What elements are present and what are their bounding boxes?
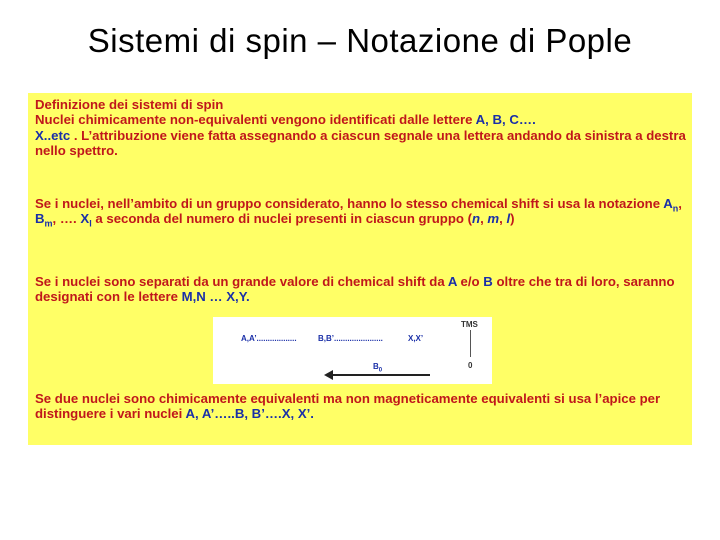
var-l: l [506,211,511,227]
notation-text-2: a seconda del numero di nuclei presenti in ciascun gruppo ( [91,211,473,227]
comma-1: , [480,211,488,227]
letters-abc: A, B, C…. [475,112,536,128]
paragraph-definition [35,97,687,159]
var-m: m [487,211,500,227]
b0-letter: B [373,362,379,371]
close-paren: ) [510,211,515,227]
notation-sep2: , …. [52,211,81,227]
definition-text: Nuclei chimicamente non-equivalenti vengono identificati dalle lettere [35,112,476,128]
tms-tick-line [470,330,471,357]
notation-x-sub: l [89,219,92,230]
spectrum-diagram [213,317,492,384]
diagram-b0-label [373,362,383,374]
notation-b: B [35,211,45,227]
notation-text: Se i nuclei, nell’ambito di un gruppo considerato, hanno lo stesso chemical shift si usa la notazione [35,196,664,211]
paragraph-separation [35,274,687,305]
separation-b: B [483,274,493,289]
definition-panel [28,93,692,445]
notation-a-sub: n [672,203,679,214]
field-arrow-line [330,374,430,376]
diagram-label-x: X,X’ [408,334,424,343]
assignment-text: . L’attribuzione viene fatta assegnando a ciascun segnale una lettera andando da sinistra a destra nello spettro. [35,127,686,159]
b0-subscript: 0 [378,367,383,374]
notation-sep1: , [678,196,682,211]
paragraph-notation [35,196,687,230]
diagram-label-b: B,B’...................... [318,334,383,343]
paragraph-magnetic [35,391,687,422]
diagram-zero-label: 0 [468,361,473,370]
letters-x-etc: X..etc [35,127,71,143]
comma-2: , [499,211,507,227]
separation-text-2: oltre che tra di loro, saranno designati con le lettere [35,274,675,305]
slide-title: Sistemi di spin – Notazione di Pople [87,22,633,59]
notation-a: A [663,196,673,211]
notation-x: X [80,211,90,227]
var-n: n [472,211,481,227]
separation-and-or: e/o [456,274,484,289]
separation-a: A [447,274,457,289]
letters-mnxy: M,N … X,Y. [181,289,250,305]
definition-heading: Definizione dei sistemi di spin [35,97,224,112]
diagram-tms-label: TMS [461,320,478,329]
separation-text: Se i nuclei sono separati da un grande valore di chemical shift da [35,274,448,289]
letters-primed: A, A’…..B, B’….X, X’. [185,406,314,422]
diagram-label-a: A,A’.................. [241,334,297,343]
notation-b-sub: m [44,219,53,230]
magnetic-text: Se due nuclei sono chimicamente equivalenti ma non magneticamente equivalenti si usa l’apice per distinguere i vari nuclei [35,391,661,422]
